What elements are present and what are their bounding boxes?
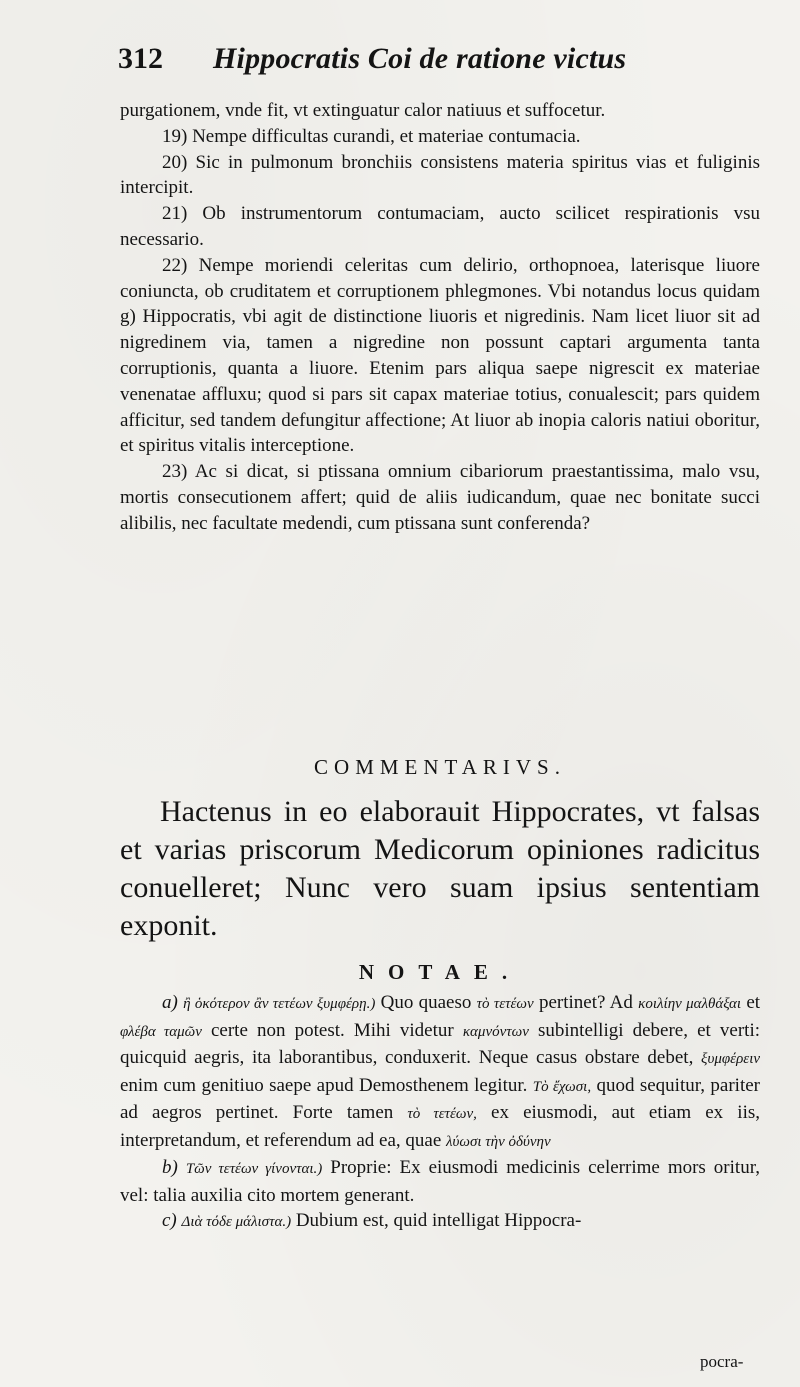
- notae-heading: NOTAE.: [358, 960, 522, 984]
- nota-a-greek-7: Τὸ ἔχωσι,: [532, 1078, 592, 1095]
- nota-a-greek-4: φλέβα ταμῶν: [120, 1023, 202, 1040]
- nota-b-label: b): [162, 1157, 178, 1178]
- nota-c-greek: Διὰ τόδε μάλιστα.): [181, 1214, 292, 1230]
- commentarius-body: [120, 793, 760, 945]
- nota-a-greek-1: ἢ ὁκότερον ἂν τετέων ξυμφέρῃ.): [183, 996, 376, 1012]
- nota-a-text-6: enim cum genitiuo saepe apud Demosthenem legitur.: [120, 1074, 528, 1096]
- nota-a-text-8: ex eiusmodi, aut etiam ex iis, interpretandum, et referendum ad ea, quae: [120, 1102, 760, 1151]
- page-number: 312: [118, 42, 163, 75]
- note-21: 21) Ob instrumentorum contumaciam, aucto scilicet respirationis vsu necessario.: [120, 203, 760, 250]
- nota-a-text-1: Quo quaeso: [380, 992, 472, 1013]
- nota-b-text: Proprie: Ex eiusmodi medicinis celerrime mors oritur, vel: talia auxilia cito mortem generant.: [120, 1157, 761, 1206]
- catchword: pocra-: [700, 1352, 744, 1371]
- nota-a-greek-3: κοιλίην μαλθάξαι: [638, 996, 742, 1012]
- nota-a-text-7: quod sequitur, pariter ad aegros pertinet. Forte tamen: [120, 1074, 760, 1123]
- note-22: 22) Nempe moriendi celeritas cum delirio, orthopnoea, laterisque liuore coniuncta, ob cruditatem et corruptionem phlegmones. Vbi notandus locus quidam g) Hippocratis, vbi agit de distinctione liuoris et nigredinis. Nam licet liuor sit ad nigredinem via, tamen a nigredine non possunt captari argumenta tanta corruptionis, quanta a liuore. Etenim pars aliqua saepe nigrescit ex materiae venenatae affluxu; quod si pars sit capax materiae totius, conualescit; pars quidem afficitur, sed tandem defungitur affectione; At liuor ab inopia caloris natiui oboritur, et spiritus vitalis interceptione.: [120, 254, 760, 457]
- note-23: 23) Ac si dicat, si ptissana omnium cibariorum praestantissima, malo vsu, mortis consecutionem affert; quid de aliis iudicandum, quae nec bonitate succi alibilis, nec facultate medendi, cum ptissana sunt conferenda?: [120, 461, 760, 534]
- note-20: 20) Sic in pulmonum bronchiis consistens materia spiritus vias et fuliginis intercipit.: [120, 151, 760, 199]
- nota-b: [120, 1155, 760, 1208]
- nota-a-greek-5: καμνόντων: [462, 1023, 529, 1040]
- nota-c: [120, 1208, 760, 1236]
- nota-b-greek: Τῶν τετέων γίνονται.): [185, 1161, 323, 1177]
- nota-a-text-2: pertinet? Ad: [538, 992, 633, 1013]
- numbered-notes: [120, 98, 760, 537]
- nota-a-greek-6: ξυμφέρειν: [701, 1051, 761, 1067]
- nota-a-greek-8: τὸ τετέων,: [407, 1106, 477, 1122]
- page-header: [118, 42, 758, 92]
- note-19: 19) Nempe difficultas curandi, et materiae contumacia.: [162, 125, 581, 147]
- commentarius-text: Hactenus in eo elaborauit Hippocrates, vt falsas et varias priscorum Medicorum opiniones radicitus conuelleret; Nunc vero suam ipsius sententiam exponit.: [120, 795, 760, 942]
- nota-a-text-5: subintelligi debere, et verti: quicquid aegris, ita laborantibus, conduxerit. Neque casus obstare debet,: [120, 1019, 761, 1068]
- nota-a: [120, 990, 760, 1155]
- nota-a-greek-2: τὸ τετέων: [476, 996, 534, 1012]
- notae-body: [120, 990, 760, 1236]
- nota-a-greek-9: λύωσι τὴν ὀδύνην: [446, 1133, 551, 1150]
- note-continuation: purgationem, vnde fit, vt extinguatur calor natiuus et suffocetur.: [120, 100, 606, 121]
- nota-c-text: Dubium est, quid intelligat Hippocra-: [295, 1210, 582, 1231]
- nota-c-label: c): [162, 1210, 177, 1231]
- running-title: Hippocratis Coi de ratione victus: [213, 42, 627, 75]
- commentarius-heading: COMMENTARIVS.: [314, 755, 566, 779]
- nota-a-text-4: certe non potest. Mihi videtur: [210, 1019, 454, 1041]
- nota-a-text-3: et: [746, 992, 761, 1013]
- nota-a-label: a): [162, 992, 178, 1013]
